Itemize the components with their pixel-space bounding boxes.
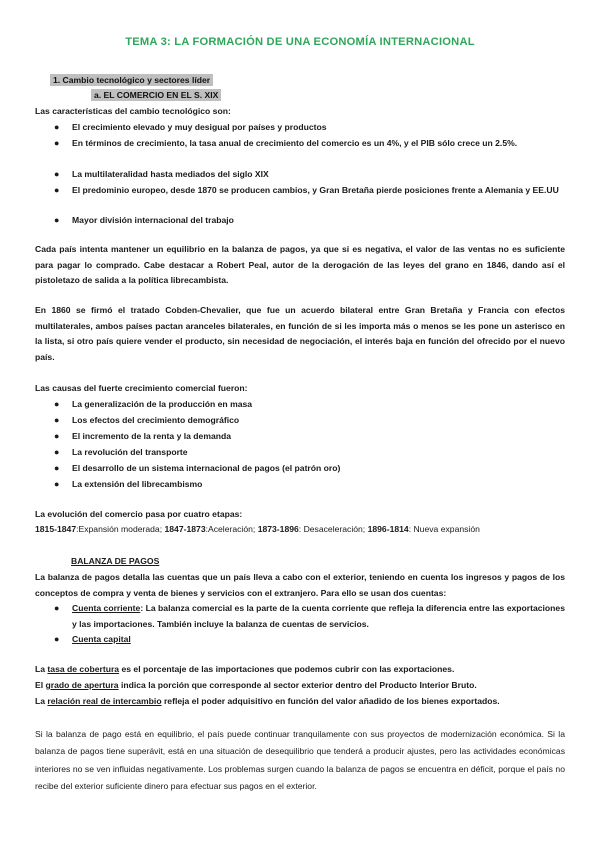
bullet-icon: ●: [54, 634, 60, 644]
definition-tasa-cobertura: La tasa de cobertura es el porcentaje de las importaciones que podemos cubrir con las exportaciones.: [35, 664, 455, 674]
etapas-line: 1815-1847:Expansión moderada; 1847-1873:Aceleración; 1873-1896: Desaceleración; 1896-1814: Nueva expansión: [35, 524, 480, 534]
list-item: ● La multilateralidad hasta mediados del siglo XIX: [72, 167, 565, 183]
bullet-icon: ●: [54, 603, 60, 613]
balanza-heading: BALANZA DE PAGOS: [71, 556, 160, 566]
balanza-text: La balanza de pagos detalla las cuentas que un país lleva a cabo con el exterior, teniendo en cuenta los ingresos y pagos de los conceptos de compra y venta de bienes y servicios con el extranjero. Para ello se usan dos cuentas:: [35, 572, 565, 598]
paragraph-tratado: En 1860 se firmó el tratado Cobden-Chevalier, que fue un acuerdo bilateral entre Gran Bretaña y Francia con efectos multilaterales, ambos países pactan aranceles bilaterales, en función de si les importa más o menos se les pone un asterisco en la lista, si otro país quiere vender el producto, sin necesidad de negociación, el interés baja en función del ofrecido por el nuevo país.: [35, 305, 565, 362]
bullet-icon: ●: [54, 169, 60, 179]
document-title: TEMA 3: LA FORMACIÓN DE UNA ECONOMÍA INTERNACIONAL: [125, 36, 475, 48]
list-item: ● Mayor división internacional del trabajo: [72, 213, 565, 229]
list-item: ● El desarrollo de un sistema internacional de pagos (el patrón oro): [72, 461, 565, 477]
list-item: ● La extensión del librecambismo: [72, 477, 565, 493]
section-heading-1: 1. Cambio tecnológico y sectores líder: [50, 74, 213, 86]
bullet-icon: ●: [54, 122, 60, 132]
paragraph-balanza: Cada país intenta mantener un equilibrio en la balanza de pagos, ya que si es negativa, el valor de las ventas no es suficiente para pagar lo comprado. Cabe destacar a Robert Peal, autor de la derogación de las leyes del grano en 1846, dando así el pistoletazo de salida a la política librecambista.: [35, 244, 565, 285]
bullet-icon: ●: [54, 431, 60, 441]
bullet-icon: ●: [54, 463, 60, 473]
causas-intro: Las causas del fuerte crecimiento comercial fueron:: [35, 383, 248, 393]
intro-text: Las características del cambio tecnológico son:: [35, 106, 231, 116]
list-item: ● El predominio europeo, desde 1870 se producen cambios, y Gran Bretaña pierde posiciones frente a Alemania y EE.UU: [72, 183, 565, 199]
bullet-icon: ●: [54, 138, 60, 148]
list-item: ● En términos de crecimiento, la tasa anual de crecimiento del comercio es un 4%, y el PIB sólo crece un 2.5%.: [72, 136, 565, 152]
definition-relacion-intercambio: La relación real de intercambio refleja el poder adquisitivo en función del valor añadido de los bienes exportados.: [35, 696, 500, 706]
list-item: ● Cuenta corriente: La balanza comercial es la parte de la cuenta corriente que refleja la diferencia entre las exportaciones y las importaciones. También incluye la balanza de cuentas de servicios.: [54, 603, 565, 629]
list-item: ● Los efectos del crecimiento demográfico: [72, 413, 565, 429]
bullet-icon: ●: [54, 185, 60, 195]
bullet-icon: ●: [54, 447, 60, 457]
definition-grado-apertura: El grado de apertura indica la porción que corresponde al sector exterior dentro del Producto Interior Bruto.: [35, 680, 477, 690]
section-heading-2: a. EL COMERCIO EN EL S. XIX: [91, 89, 221, 101]
bullet-icon: ●: [54, 415, 60, 425]
list-item: ● El incremento de la renta y la demanda: [72, 429, 565, 445]
final-paragraph: Si la balanza de pago está en equilibrio, el país puede continuar tranquilamente con sus proyectos de modernización económica. Si la balanza de pagos tiene superávit, está en una situación de desequilibrio que tenderá a producir ajustes, pero las actividades económicas interiores no se ven influidas negativamente. Los problemas surgen cuando la balanza de pagos se encuentra en déficit, porque el país no recibe del exterior suficiente dinero para efectuar sus pagos en el exterior.: [35, 729, 565, 791]
list-item: ● La revolución del transporte: [72, 445, 565, 461]
etapas-intro: La evolución del comercio pasa por cuatro etapas:: [35, 509, 243, 519]
bullet-icon: ●: [54, 215, 60, 225]
list-item: ● Cuenta capital: [72, 632, 565, 648]
bullet-icon: ●: [54, 479, 60, 489]
list-item: ● La generalización de la producción en masa: [72, 397, 565, 413]
list-item: ● El crecimiento elevado y muy desigual por países y productos: [72, 120, 565, 136]
bullet-icon: ●: [54, 399, 60, 409]
